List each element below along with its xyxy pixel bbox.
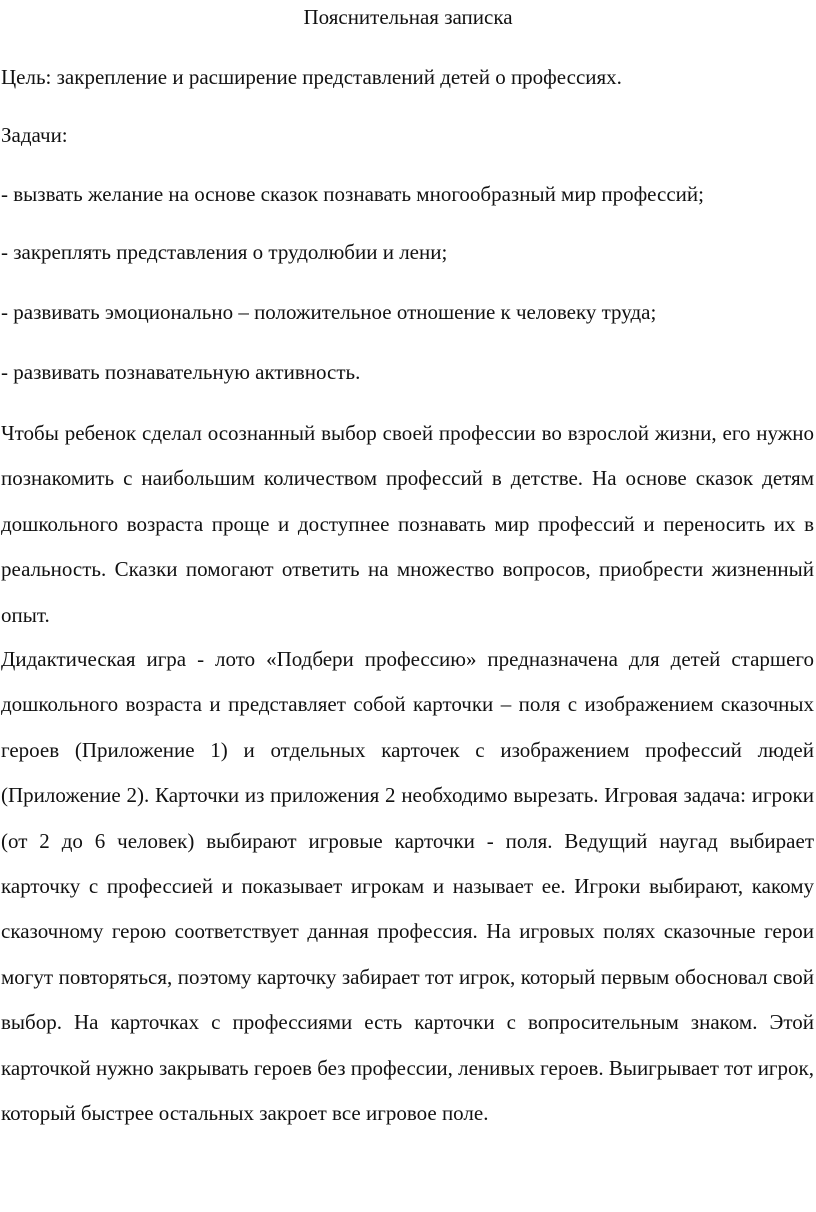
document-title: Пояснительная записка xyxy=(303,5,513,29)
paragraph-game-description: Дидактическая игра - лото «Подбери профессию» предназначена для детей старшего дошкольного возраста и представляет собой карточки – поля с изображением сказочных героев (Приложение 1) и отдельных карточек с изображением профессий людей (Приложение 2). Карточки из приложения 2 необходимо вырезать. Игровая задача: игроки (от 2 до 6 человек) выбирают игровые карточки - поля. Ведущий наугад выбирает карточку с профессией и показывает игрокам и называет ее. Игроки выбирают, какому сказочному герою соответствует данная профессия. На игровых полях сказочные герои могут повторяться, поэтому карточку забирает тот игрок, который первым обосновал свой выбор. На карточках с профессиями есть карточки с вопросительным знаком. Этой карточкой нужно закрывать героев без профессии, ленивых героев. Выигрывает тот игрок, который быстрее остальных закроет все игровое поле. xyxy=(1,647,814,1126)
task-item: - вызвать желание на основе сказок познавать многообразный мир профессий; xyxy=(1,182,704,206)
tasks-heading: Задачи: xyxy=(1,123,68,147)
task-item: - закреплять представления о трудолюбии и лени; xyxy=(1,240,448,264)
task-item: - развивать эмоционально – положительное отношение к человеку труда; xyxy=(1,300,657,324)
task-item: - развивать познавательную активность. xyxy=(1,360,361,384)
paragraph-intro: Чтобы ребенок сделал осознанный выбор своей профессии во взрослой жизни, его нужно познакомить с наибольшим количеством профессий в детстве. На основе сказок детям дошкольного возраста проще и доступнее познавать мир профессий и переносить их в реальность. Сказки помогают ответить на множество вопросов, приобрести жизненный опыт. xyxy=(1,421,814,627)
goal-line: Цель: закрепление и расширение представлений детей о профессиях. xyxy=(1,65,622,89)
